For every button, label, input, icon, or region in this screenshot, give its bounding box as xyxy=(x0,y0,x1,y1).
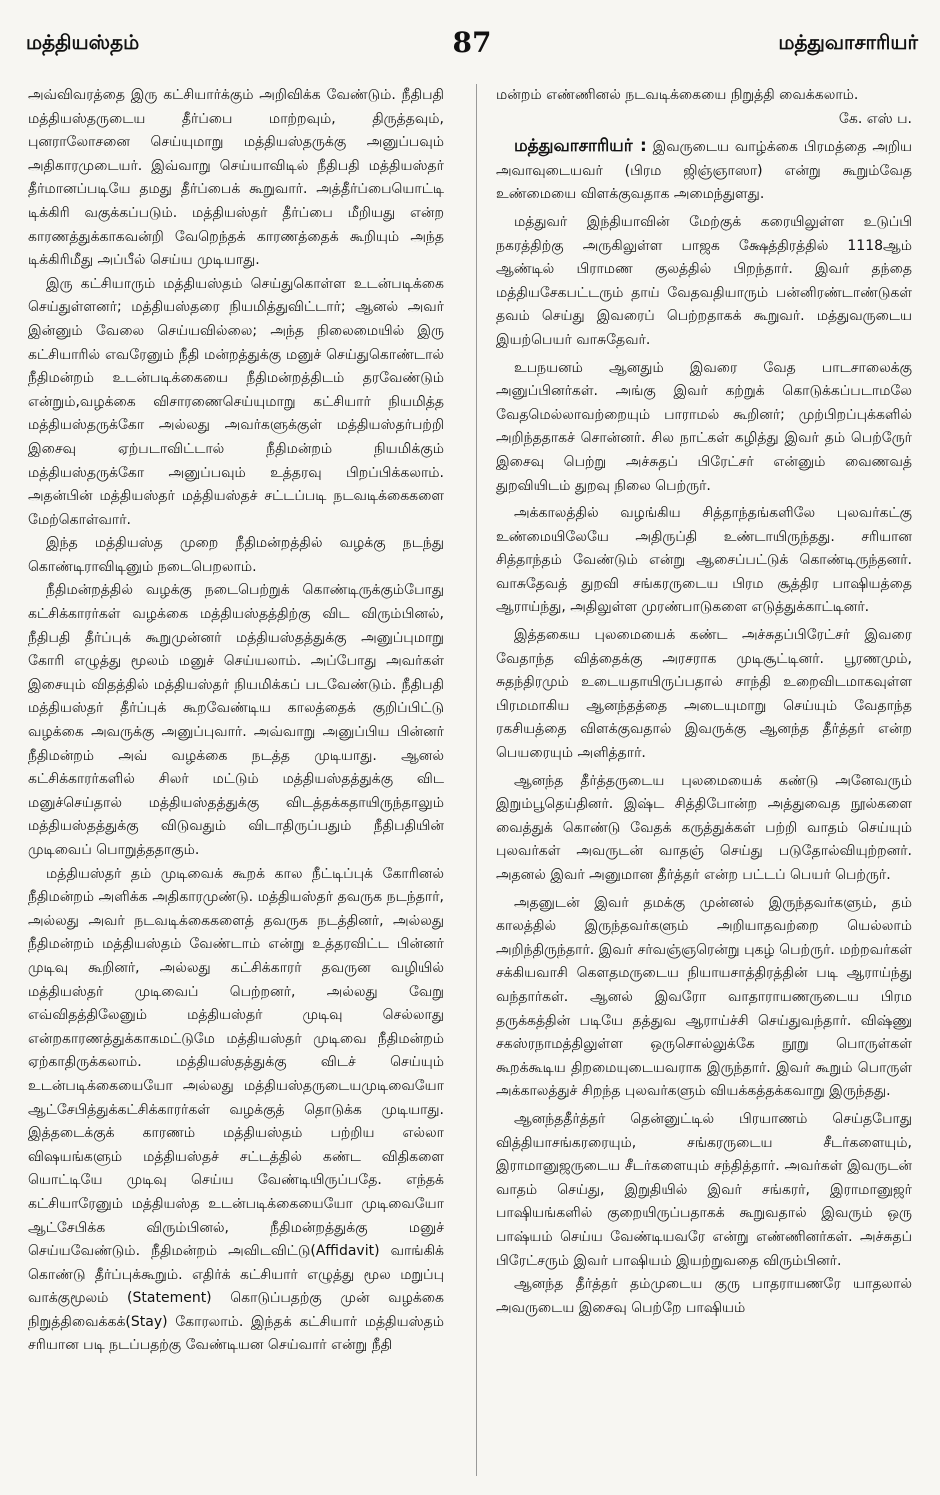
paragraph: மத்தியஸ்தர் தம் முடிவைக் கூறக் கால நீட்டிப்புக் கோரினல் நீதிமன்றம் அளிக்க அதிகாரமுண்டு. மத்தியஸ்தர் தவருக நடந்தார், அல்லது அவர் நடவடிக்கைகளைத் தவருக நடத்தினர், அல்லது நீதிமன்றம் மத்தியஸ்தம் வேண்டாம் என்று உத்தரவிட்ட பின்னர் முடிவு கூறினர், அல்லது கட்சிக்காரர் தவருன வழியில் மத்தியஸ்தர் முடிவைப் பெற்றனர், அல்லது வேறு எவ்விதத்திலேனும் மத்தியஸ்தர் முடிவு செல்லாது என்றகாரணத்துக்காகமட்டுமே மத்தியஸ்தர் முடிவை நீதிமன்றம் ஏற்காதிருக்கலாம். மத்தியஸ்தத்துக்கு விடச் செய்யும் உடன்படிக்கையையோ அல்லது மத்தியஸ்தருடையமுடிவையோ ஆட்சேபித்துக்கட்சிக்காரர்கள் வழக்குத் தொடுக்க முடியாது. இத்தடைக்குக் காரணம் மத்தியஸ்தம் பற்றிய எல்லா விஷயங்களும் மத்தியஸ்தச் சட்டத்தில் கண்ட விதிகளை யொட்டியே முடிவு செய்ய வேண்டியிருப்பதே. எந்தக் கட்சியாரேனும் மத்தியஸ்த உடன்படிக்கையையோ முடிவையோ ஆட்சேபிக்க விரும்பினல், நீதிமன்றத்துக்கு மனுச் செய்யவேண்டும். நீதிமன்றம் அவிடவிட்டு(Affidavit) வாங்கிக் கொண்டு தீர்ப்புக்கூறும். எதிர்க் கட்சியார் எழுத்து மூல மறுப்பு வாக்குமூலம் (Statement) கொடுப்பதற்கு முன் வழக்கை நிறுத்திவைக்கக்(Stay) கோரலாம். இந்தக் கட்சியார் மத்தியஸ்தம் சரியான படி நடப்பதற்கு வேண்டியன செய்வார் என்று நீதி xyxy=(28,865,444,1354)
paragraph: ஆனந்ததீர்த்தர் தென்னுட்டில் பிரயாணம் செய்தபோது வித்தியாசங்கரரையும், சங்கரருடைய சீடர்களையும், இராமானுஜருடைய சீடர்களையும் சந்தித்தார். அவர்கள் இவருடன் வாதம் செய்து, இறுதியில் இவர் சங்கரர், இராமானுஜர் பாஷியங்களில் குறையிருப்பதாகக் கூறுவதால் இவரும் ஒரு பாஷ்யம் செய்ய வேண்டியவரே என்று எண்ணினர்கள். அச்சுதப் பிரேட்சரும் இவர் பாஷியம் இயற்றுவதை விரும்பினர். xyxy=(496,1110,912,1269)
running-header-left: மத்தியஸ்தம் xyxy=(26,30,140,54)
running-header-right: மத்துவாசாரியர் xyxy=(778,30,918,54)
paragraph: ஆனந்த தீர்த்தர் தம்முடைய குரு பாதராயணரே யாதலால் அவருடைய இசைவு பெற்றே பாஷியம் xyxy=(496,1276,912,1316)
author-signature: கே. எஸ் ப. xyxy=(838,110,912,127)
page-number: 87 xyxy=(452,26,492,59)
paragraph: ஆனந்த தீர்த்தருடைய புலமையைக் கண்டு அனேவரும் இறும்பூதெய்தினர். இஷ்ட சித்திபோன்ற அத்துவைத நூல்களை வைத்துக் கொண்டு வேதக் கருத்துக்கள் பற்றி வாதம் செய்யும் புலவர்கள் அவருடன் வாதஞ் செய்து படுதோல்வியுற்றனர். அதனல் இவர் அனுமான தீர்த்தர் என்ற பட்டப் பெயர் பெற்ருர். xyxy=(496,772,912,883)
paragraph: மத்துவர் இந்தியாவின் மேற்குக் கரையிலுள்ள உடுப்பி நகரத்திற்கு அருகிலுள்ள பாஜக க்ஷேத்திரத்தில் 1118ஆம் ஆண்டில் பிராமண குலத்தில் பிறந்தார். இவர் தந்தை மத்தியசேகபட்டரும் தாய் வேதவதியாரும் பன்னிரண்டாண்டுகள் தவம் செய்து இவரைப் பெற்றதாகக் கூறுவர். மத்துவருடைய இயற்பெயர் வாசுதேவர். xyxy=(496,213,912,348)
paragraph: நீதிமன்றத்தில் வழக்கு நடைபெற்றுக் கொண்டிருக்கும்போது கட்சிக்காரர்கள் வழக்கை மத்தியஸ்தத்திற்கு விட விரும்பினல், நீதிபதி தீர்ப்புக் கூறுமுன்னர் மத்தியஸ்தத்துக்கு அனுப்புமாறு கோரி எழுத்து மூலம் மனுச் செய்யலாம். அப்போது அவர்கள் இசையும் விதத்தில் மத்தியஸ்தர் நியமிக்கப் படவேண்டும். நீதிபதி மத்தியஸ்தர் தீர்ப்புக் கூறவேண்டிய காலத்தைக் குறிப்பிட்டு வழக்கை அவருக்கு அனுப்புவார். அவ்வாறு அனுப்பிய பின்னர் நீதிமன்றம் அவ் வழக்கை நடத்த முடியாது. ஆனல் கட்சிக்காரர்களில் சிலர் மட்டும் மத்தியஸ்தத்துக்கு விட மனுச்செய்தால் மத்தியஸ்தத்துக்கு விடத்தக்கதாயிருந்தாலும் மத்தியஸ்தத்துக்கு விடுவதும் விடாதிருப்பதும் நீதிபதியின் முடிவைப் பொறுத்ததாகும். xyxy=(28,582,444,858)
page-header xyxy=(26,26,918,66)
left-column xyxy=(28,84,444,1358)
right-column xyxy=(496,84,912,1320)
paragraph: உபநயனம் ஆனதும் இவரை வேத பாடசாலைக்கு அனுப்பினர்கள். அங்கு இவர் கற்றுக் கொடுக்கப்படாமலே வேதமெல்லாவற்றையும் பாராமல் கூறினர்; முற்பிறப்புக்களில் அறிந்ததாகச் சொன்னர். சில நாட்கள் கழித்து இவர் தம் பெற்ருேர் இசைவு பெற்று அச்சுதப் பிரேட்சர் என்னும் வைணவத் துறவியிடம் துறவு நிலை பெற்ருர். xyxy=(496,359,912,494)
paragraph: அக்காலத்தில் வழங்கிய சித்தாந்தங்களிலே புலவர்கட்கு உண்மையிலேயே அதிருப்தி உண்டாயிருந்தது. சரியான சித்தாந்தம் வேண்டும் என்று ஆசைப்பட்டுக் கொண்டிருந்தனர். வாசுதேவத் துறவி சங்கரருடைய பிரம சூத்திர பாஷியத்தை ஆராய்ந்து, அதிலுள்ள முரண்பாடுகளை எடுத்துக்காட்டினர். xyxy=(496,505,912,616)
paragraph: அதனுடன் இவர் தமக்கு முன்னல் இருந்தவர்களும், தம் காலத்தில் இருந்தவர்களும் அறியாதவற்றை யெல்லாம் அறிந்திருந்தார். இவர் சர்வஞ்ஞரென்று புகழ் பெற்ருர். மற்றவர்கள் சக்கியவாசி கௌதமருடைய நியாயசாத்திரத்தின் படி ஆராய்ந்து வந்தார்கள். ஆனல் இவரோ வாதாராயணருடைய பிரம தருக்கத்தின் படியே தத்துவ ஆராய்ச்சி செய்துவந்தார். விஷ்ணு சகஸ்ரநாமத்திலுள்ள ஒருசொல்லுக்கே நூறு பொருள்கள் கூறக்கூடிய திறமையுடையவராக இருந்தார். இவர் கூறும் பொருள் அக்காலத்துச் சிறந்த புலவர்களும் வியக்கத்தக்கவாறு இருந்தது. xyxy=(496,894,912,1100)
entry-intro: இவருடைய வாழ்க்கை பிரமத்தை அறிய அவாவுடையவர் (பிரம ஜிஞ்ஞாஸா) என்று கூறும்வேத உண்மையை விளக்குவதாக அமைந்துளது. xyxy=(496,139,912,203)
paragraph: இத்தகைய புலமையைக் கண்ட அச்சுதப்பிரேட்சர் இவரை வேதாந்த வித்தைக்கு அரசராக முடிசூட்டினர். பூரணமும், சுதந்திரமும் உடையதாயிருப்பதால் சாந்தி உறைவிடமாகவுள்ள பிரமமாகிய ஆனந்தத்தை அடையுமாறு செய்யும் வேதாந்த ரகசியத்தை விளக்குவதால் இவருக்கு ஆனந்த தீர்த்தர் என்ற பெயரையும் அளித்தார். xyxy=(496,627,912,762)
paragraph: இரு கட்சியாரும் மத்தியஸ்தம் செய்துகொள்ள உடன்படிக்கை செய்துள்ளனர்; மத்தியஸ்தரை நியமித்துவிட்டார்; ஆனல் அவர் இன்னும் வேலை செய்யவில்லை; அந்த நிலைமையில் இரு கட்சியாரில் எவரேனும் நீதி மன்றத்துக்கு மனுச் செய்துகொண்டால் நீதிமன்றம் உடன்படிக்கையை நீதிமன்றத்திடம் தரவேண்டும் என்றும்,வழக்கை விசாரணைசெய்யுமாறு கட்சியார் நியமித்த மத்தியஸ்தருக்கோ அல்லது அவர்களுக்குள் மத்தியஸ்தர்பற்றி இசைவு ஏற்படாவிட்டால் நீதிமன்றம் நியமிக்கும் மத்தியஸ்தருக்கோ அனுப்பவும் உத்தரவு பிறப்பிக்கலாம். அதன்பின் மத்தியஸ்தர் மத்தியஸ்தச் சட்டப்படி நடவடிக்கைகளை மேற்கொள்வார். xyxy=(28,275,444,528)
paragraph: இந்த மத்தியஸ்த முறை நீதிமன்றத்தில் வழக்கு நடந்து கொண்டிராவிடினும் நடைபெறலாம். xyxy=(28,535,444,575)
paragraph: அவ்விவரத்தை இரு கட்சியார்க்கும் அறிவிக்க வேண்டும். நீதிபதி மத்தியஸ்தருடைய தீர்ப்பை மாற்றவும், திருத்தவும், புனராலோசனை செய்யுமாறு மத்தியஸ்தருக்கு அனுப்பவும் அதிகாரமுடையர். இவ்வாறு செய்யாவிடில் நீதிபதி மத்தியஸ்தர் தீர்மானப்படியே தமது தீர்ப்பைக் கூறுவார். அத்தீர்ப்பையொட்டி டிக்கிரி வகுக்கப்படும். மத்தியஸ்தர் தீர்ப்பை மீறியது என்ற காரணத்துக்காகவன்றி வேறெந்தக் காரணத்தைக் கூறியும் அந்த டிக்கிரிமீது அப்பீல் செய்ய முடியாது. xyxy=(28,87,444,269)
entry-heading: மத்துவாசாரியர் : xyxy=(514,136,647,157)
continuation-text: மன்றம் எண்ணினல் நடவடிக்கையை நிறுத்தி வைக்கலாம். xyxy=(496,87,859,103)
column-divider xyxy=(476,84,477,1476)
